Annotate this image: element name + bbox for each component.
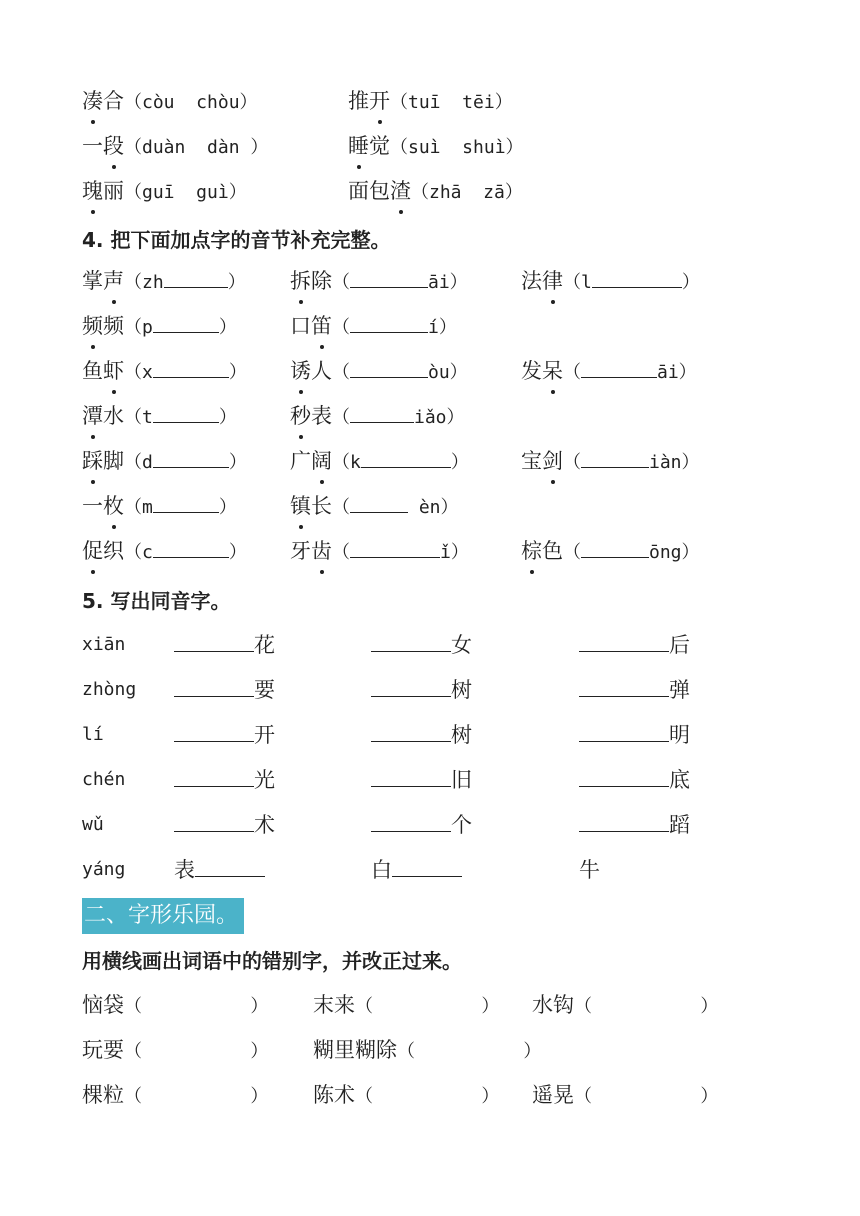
word-text: 脚 [103, 449, 124, 473]
q5-char: 术 [254, 813, 275, 837]
q4-open: （ [563, 362, 581, 383]
q5-char: 牛 [579, 858, 600, 882]
q5-item [579, 763, 690, 797]
q4-open: （m [124, 497, 153, 518]
answer-blank[interactable] [153, 445, 229, 468]
answer-blank[interactable] [350, 310, 428, 333]
correction-word: 玩要 [82, 1038, 124, 1062]
correction-item [82, 988, 268, 1024]
q4-word [290, 269, 332, 293]
q5-item [371, 853, 462, 887]
word-text: 觉 [369, 134, 390, 158]
correction-row [0, 1033, 860, 1073]
pinyin-choices: （duàn dàn ） [124, 137, 269, 158]
pinyin-choices: （suì shuì） [390, 137, 524, 158]
answer-blank[interactable] [592, 265, 682, 288]
q4-word [290, 539, 332, 563]
answer-blank[interactable] [350, 265, 428, 288]
q4-word [290, 449, 332, 473]
word-text: 丽 [103, 179, 124, 203]
word-text: 牙 [290, 539, 311, 563]
word-text: 广 [290, 449, 311, 473]
q4-open: （ [332, 407, 350, 428]
q5-char: 旧 [451, 768, 472, 792]
answer-blank[interactable] [579, 629, 669, 652]
correction-word: 遥晃 [532, 1083, 574, 1107]
q5-char: 白 [371, 858, 392, 882]
q4-item [290, 444, 469, 480]
answer-parentheses[interactable]: （ ） [355, 996, 500, 1017]
dotted-char: 镇 [290, 489, 311, 523]
q5-row [0, 673, 860, 713]
q5-char: 表 [174, 858, 195, 882]
answer-blank[interactable] [350, 355, 428, 378]
pinyin-choices: （guī guì） [124, 182, 247, 203]
q4-word [521, 449, 563, 473]
correction-word: 末来 [313, 993, 355, 1017]
answer-blank[interactable] [174, 629, 254, 652]
word-text: 人 [311, 359, 332, 383]
q5-pinyin: wǔ [82, 814, 104, 835]
answer-blank[interactable] [174, 719, 254, 742]
answer-blank[interactable] [579, 674, 669, 697]
q4-word [290, 314, 332, 338]
q4-open: （ [332, 362, 350, 383]
correction-word: 糊里糊除 [313, 1038, 397, 1062]
q4-word [82, 269, 124, 293]
word-text: 法 [521, 269, 542, 293]
word-text: 频 [103, 314, 124, 338]
q5-char: 开 [254, 723, 275, 747]
dotted-char: 开 [369, 84, 390, 118]
q4-item [521, 354, 697, 390]
answer-blank[interactable] [371, 719, 451, 742]
q5-item [174, 808, 275, 842]
q4-item [521, 264, 700, 300]
q5-pinyin: xiān [82, 634, 126, 655]
q4-open: （p [124, 317, 153, 338]
q4-close: òu） [428, 362, 468, 383]
question-5-heading: 5. 写出同音字。 [82, 589, 231, 613]
dotted-char: 凑 [82, 84, 103, 118]
correction-word: 水钩 [532, 993, 574, 1017]
correction-item [313, 1078, 499, 1114]
answer-blank[interactable] [164, 265, 228, 288]
q4-item [521, 534, 700, 570]
section-2-title: 二、字形乐园。 [82, 898, 244, 934]
dotted-char: 瑰 [82, 174, 103, 208]
dotted-char: 齿 [311, 534, 332, 568]
answer-blank[interactable] [174, 809, 254, 832]
q5-item [174, 853, 265, 887]
answer-blank[interactable] [371, 629, 451, 652]
word-text: 一 [82, 494, 103, 518]
q5-pinyin: chén [82, 769, 126, 790]
answer-blank[interactable] [581, 445, 649, 468]
q4-item [82, 354, 247, 390]
q5-char: 个 [451, 813, 472, 837]
q4-item [521, 444, 700, 480]
answer-blank[interactable] [371, 764, 451, 787]
q5-char: 树 [451, 678, 472, 702]
q4-row [0, 444, 860, 484]
q4-word [82, 539, 124, 563]
answer-blank[interactable] [581, 355, 657, 378]
q4-item [290, 489, 459, 525]
word-text: 发 [521, 359, 542, 383]
correction-item [532, 1078, 718, 1114]
q5-item [174, 628, 275, 662]
q4-word [521, 269, 563, 293]
q4-word [290, 494, 332, 518]
q4-item [82, 489, 237, 525]
correction-item [313, 1033, 541, 1069]
answer-blank[interactable] [392, 854, 462, 877]
polyphone-word [348, 134, 390, 158]
q5-char: 女 [451, 633, 472, 657]
answer-parentheses[interactable]: （ ） [355, 1086, 500, 1107]
q4-word [521, 539, 563, 563]
q4-close: ） [228, 452, 247, 473]
answer-blank[interactable] [195, 854, 265, 877]
q4-close: ǐ） [440, 542, 469, 563]
answer-blank[interactable] [350, 490, 408, 513]
answer-blank[interactable] [361, 445, 451, 468]
answer-blank[interactable] [371, 809, 451, 832]
q4-close: ） [218, 497, 237, 518]
q4-close: èn） [408, 497, 459, 518]
word-text: 面包 [348, 179, 390, 203]
q4-open: （x [124, 362, 153, 383]
answer-blank[interactable] [153, 310, 219, 333]
answer-blank[interactable] [579, 719, 669, 742]
dotted-char: 秒 [290, 399, 311, 433]
answer-blank[interactable] [579, 764, 669, 787]
q4-row [0, 264, 860, 304]
polyphone-word [348, 179, 411, 203]
q4-close: ） [227, 272, 246, 293]
polyphone-item [348, 129, 524, 165]
q4-close: ） [218, 407, 237, 428]
q4-close: ） [681, 272, 700, 293]
answer-parentheses[interactable]: （ ） [124, 1086, 269, 1107]
q5-item [579, 853, 600, 887]
q5-item [371, 718, 472, 752]
q4-row [0, 534, 860, 574]
word-text: 掌 [82, 269, 103, 293]
polyphone-item [82, 174, 247, 210]
q5-char: 树 [451, 723, 472, 747]
q5-row [0, 718, 860, 758]
pinyin-choices: （tuī tēi） [390, 92, 513, 113]
correction-item [82, 1033, 268, 1069]
q4-close: ōng） [649, 542, 700, 563]
question-4-heading: 4. 把下面加点字的音节补充完整。 [82, 228, 391, 252]
answer-blank[interactable] [350, 400, 414, 423]
q5-char: 后 [669, 633, 690, 657]
q5-item [579, 673, 690, 707]
pinyin-choices: （còu chòu） [124, 92, 258, 113]
q4-close: ） [228, 542, 247, 563]
word-text: 口 [290, 314, 311, 338]
q4-word [290, 404, 332, 428]
q5-row [0, 628, 860, 668]
dotted-char: 潭 [82, 399, 103, 433]
dotted-char: 拆 [290, 264, 311, 298]
answer-parentheses[interactable]: （ ） [574, 996, 719, 1017]
answer-blank[interactable] [153, 535, 229, 558]
q4-close: āi） [657, 362, 697, 383]
q4-item [290, 309, 457, 345]
word-text: 推 [348, 89, 369, 113]
q4-open: （c [124, 542, 153, 563]
word-text: 合 [103, 89, 124, 113]
dotted-char: 踩 [82, 444, 103, 478]
q4-open: （k [332, 452, 361, 473]
dotted-char: 声 [103, 264, 124, 298]
q5-item [579, 628, 690, 662]
answer-parentheses[interactable]: （ ） [124, 1041, 269, 1062]
dotted-char: 枚 [103, 489, 124, 523]
q5-item [579, 808, 690, 842]
polyphone-row [0, 84, 860, 124]
q4-word [82, 494, 124, 518]
q4-item [82, 264, 246, 300]
q4-word [521, 359, 563, 383]
q4-close: āi） [428, 272, 468, 293]
q4-open: （ [332, 272, 350, 293]
q4-item [290, 354, 468, 390]
q5-char: 花 [254, 633, 275, 657]
q4-close: ） [218, 317, 237, 338]
q5-row [0, 763, 860, 803]
q5-char: 蹈 [669, 813, 690, 837]
polyphone-item [82, 129, 268, 165]
q4-item [82, 534, 247, 570]
q4-open: （ [332, 542, 350, 563]
dotted-char: 阔 [311, 444, 332, 478]
polyphone-word [348, 89, 390, 113]
q5-char: 明 [669, 723, 690, 747]
q4-open: （d [124, 452, 153, 473]
section-2-instruction: 用横线画出词语中的错别字，并改正过来。 [82, 949, 462, 973]
q4-word [82, 449, 124, 473]
dotted-char: 笛 [311, 309, 332, 343]
dotted-char: 呆 [542, 354, 563, 388]
q5-row [0, 853, 860, 893]
word-text: 宝 [521, 449, 542, 473]
dotted-char: 剑 [542, 444, 563, 478]
q5-item [174, 763, 275, 797]
q4-item [82, 444, 247, 480]
q5-pinyin: zhòng [82, 679, 137, 700]
q4-row [0, 489, 860, 529]
polyphone-word [82, 134, 124, 158]
dotted-char: 频 [82, 309, 103, 343]
answer-blank[interactable] [350, 535, 440, 558]
correction-row [0, 1078, 860, 1118]
q5-char: 要 [254, 678, 275, 702]
q4-open: （zh [124, 272, 164, 293]
q4-word [82, 359, 124, 383]
dotted-char: 渣 [390, 174, 411, 208]
q4-item [290, 399, 465, 435]
word-text: 织 [103, 539, 124, 563]
word-text: 长 [311, 494, 332, 518]
dotted-char: 棕 [521, 534, 542, 568]
q4-open: （ [563, 542, 581, 563]
q4-close: iàn） [649, 452, 700, 473]
q5-item [371, 763, 472, 797]
q4-open: （ [332, 317, 350, 338]
correction-item [313, 988, 499, 1024]
q4-item [290, 534, 469, 570]
word-text: 鱼 [82, 359, 103, 383]
answer-blank[interactable] [581, 535, 649, 558]
q4-item [290, 264, 468, 300]
q4-open: （l [563, 272, 592, 293]
q5-item [371, 673, 472, 707]
pinyin-choices: （zhā zā） [411, 182, 523, 203]
polyphone-item [348, 174, 523, 210]
q5-item [579, 718, 690, 752]
q5-row [0, 808, 860, 848]
q4-close: ） [450, 452, 469, 473]
polyphone-word [82, 179, 124, 203]
dotted-char: 律 [542, 264, 563, 298]
dotted-char: 睡 [348, 129, 369, 163]
correction-item [532, 988, 718, 1024]
q4-word [82, 314, 124, 338]
q4-open: （ [563, 452, 581, 473]
q4-close: iǎo） [414, 407, 465, 428]
q4-open: （ [332, 497, 350, 518]
q4-item [82, 399, 237, 435]
polyphone-row [0, 174, 860, 214]
answer-blank[interactable] [371, 674, 451, 697]
word-text: 色 [542, 539, 563, 563]
answer-blank[interactable] [153, 400, 219, 423]
q4-close: ） [228, 362, 247, 383]
q4-word [82, 404, 124, 428]
q4-row [0, 399, 860, 439]
answer-blank[interactable] [174, 764, 254, 787]
q5-pinyin: lí [82, 724, 104, 745]
q5-item [174, 673, 275, 707]
polyphone-item [82, 84, 258, 120]
answer-parentheses[interactable]: （ ） [397, 1041, 542, 1062]
word-text: 一 [82, 134, 103, 158]
answer-blank[interactable] [153, 490, 219, 513]
q4-item [82, 309, 237, 345]
polyphone-item [348, 84, 513, 120]
word-text: 除 [311, 269, 332, 293]
answer-parentheses[interactable]: （ ） [124, 996, 269, 1017]
dotted-char: 促 [82, 534, 103, 568]
word-text: 表 [311, 404, 332, 428]
answer-parentheses[interactable]: （ ） [574, 1086, 719, 1107]
answer-blank[interactable] [579, 809, 669, 832]
answer-blank[interactable] [153, 355, 229, 378]
correction-word: 陈术 [313, 1083, 355, 1107]
q5-pinyin: yáng [82, 859, 126, 880]
q4-close: í） [428, 317, 457, 338]
q5-item [371, 808, 472, 842]
correction-word: 棵粒 [82, 1083, 124, 1107]
dotted-char: 虾 [103, 354, 124, 388]
dotted-char: 段 [103, 129, 124, 163]
correction-word: 恼袋 [82, 993, 124, 1017]
polyphone-row [0, 129, 860, 169]
q5-item [371, 628, 472, 662]
answer-blank[interactable] [174, 674, 254, 697]
q4-row [0, 354, 860, 394]
q5-char: 底 [669, 768, 690, 792]
dotted-char: 诱 [290, 354, 311, 388]
q4-word [290, 359, 332, 383]
q5-item [174, 718, 275, 752]
q4-open: （t [124, 407, 153, 428]
q5-char: 光 [254, 768, 275, 792]
correction-item [82, 1078, 268, 1114]
q5-char: 弹 [669, 678, 690, 702]
correction-row [0, 988, 860, 1028]
word-text: 水 [103, 404, 124, 428]
q4-row [0, 309, 860, 349]
polyphone-word [82, 89, 124, 113]
